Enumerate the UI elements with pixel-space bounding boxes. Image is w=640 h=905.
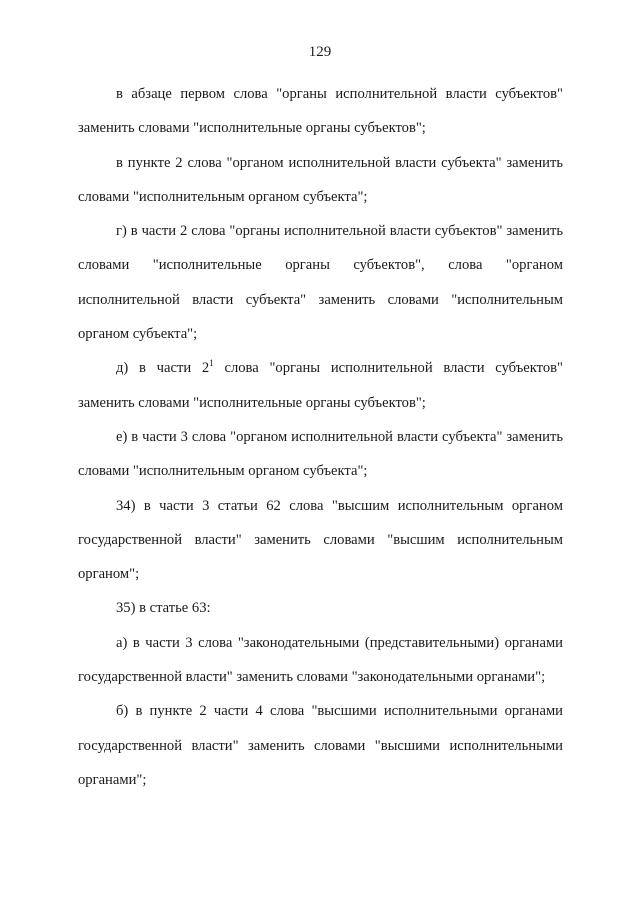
paragraph-d xyxy=(78,351,563,420)
paragraph-item-35: 35) в статье 63: xyxy=(116,600,211,617)
paragraph-a: а) в части 3 слова "законодательными (представительными) органами государственной власти" заменить словами "законодательными органами"; xyxy=(78,634,563,686)
superscript-index: 1 xyxy=(209,358,214,369)
paragraph-item-34: 34) в части 3 статьи 62 слова "высшим исполнительным органом государственной власти" заменить словами "высшим исполнительным органом"; xyxy=(78,497,563,583)
paragraph-g: г) в части 2 слова "органы исполнительной власти субъектов" заменить словами "исполнительные органы субъектов", слова "органом исполнительной власти субъекта" заменить словами "исполнительным органом субъекта"; xyxy=(78,223,563,343)
paragraph-d-pre: д) в части 2 xyxy=(116,360,210,377)
paragraph-abzac-pervyi: в абзаце первом слова "органы исполнительной власти субъектов" заменить словами "исполнительные органы субъектов"; xyxy=(78,86,563,137)
page-number: 129 xyxy=(308,44,332,60)
document-body xyxy=(78,77,563,797)
paragraph-d-post: слова "органы исполнительной власти субъектов" заменить словами "исполнительные органы субъектов"; xyxy=(78,360,563,411)
paragraph-b: б) в пункте 2 части 4 слова "высшими исполнительными органами государственной власти" заменить словами "высшими исполнительными органами"; xyxy=(78,703,563,788)
paragraph-e: е) в части 3 слова "органом исполнительной власти субъекта" заменить словами "исполнительным органом субъекта"; xyxy=(78,428,563,480)
paragraph-punkt-2: в пункте 2 слова "органом исполнительной власти субъекта" заменить словами "исполнительным органом субъекта"; xyxy=(78,154,563,205)
